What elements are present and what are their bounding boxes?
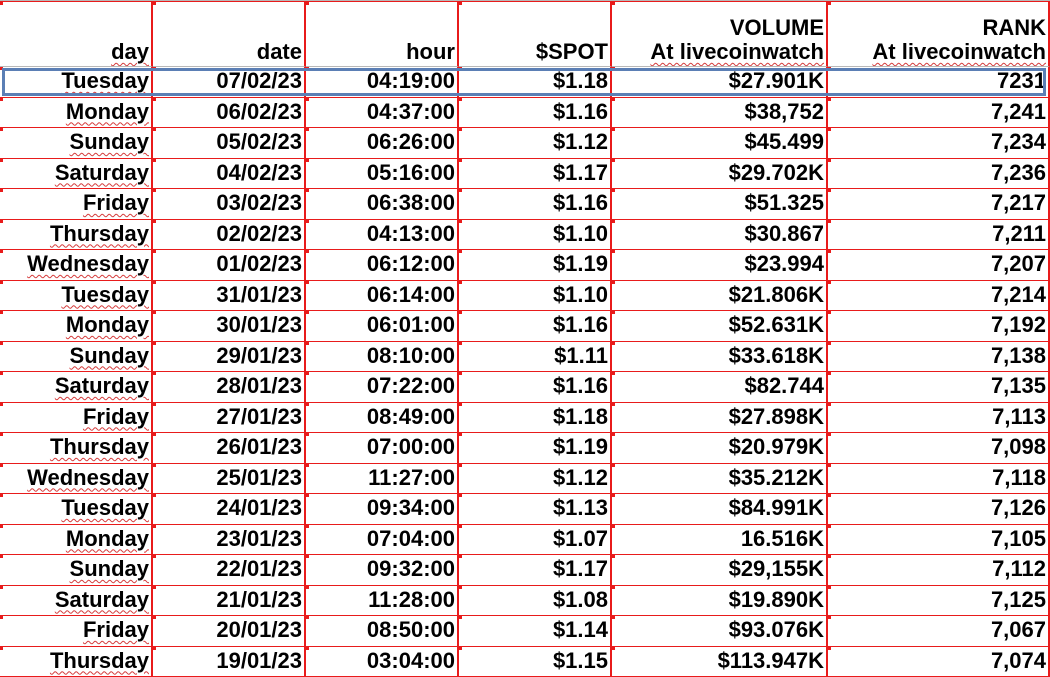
cell-spot-text: $1.17	[553, 160, 608, 185]
cell-day[interactable]	[0, 647, 153, 677]
cell-volume[interactable]	[612, 250, 828, 281]
cell-hour-text: 07:04:00	[367, 526, 455, 551]
cell-date-text: 30/01/23	[216, 312, 302, 337]
cell-hour[interactable]	[306, 555, 459, 586]
cell-date-text: 04/02/23	[216, 160, 302, 185]
cell-volume[interactable]	[612, 372, 828, 403]
cell-rank[interactable]	[828, 311, 1050, 342]
cell-day[interactable]	[0, 98, 153, 129]
cell-rank-text: 7,207	[991, 251, 1046, 276]
cell-date[interactable]	[153, 342, 306, 373]
cell-date-text: 22/01/23	[216, 556, 302, 581]
cell-day-text: Saturday	[55, 160, 149, 185]
cell-date-text: 01/02/23	[216, 251, 302, 276]
cell-date[interactable]	[153, 464, 306, 495]
cell-volume-text: $113.947K	[718, 648, 824, 673]
cell-hour[interactable]	[306, 128, 459, 159]
cell-rank-text: 7,211	[992, 221, 1046, 246]
cell-day[interactable]	[0, 311, 153, 342]
header-rank-line1: RANK	[828, 16, 1046, 40]
cell-date-text: 05/02/23	[216, 129, 302, 154]
cell-rank[interactable]	[828, 372, 1050, 403]
cell-rank-text: 7,192	[991, 312, 1046, 337]
cell-day[interactable]	[0, 464, 153, 495]
cell-spot-text: $1.17	[553, 556, 608, 581]
cell-spot[interactable]	[459, 311, 612, 342]
header-date-label: date	[153, 40, 302, 64]
cell-day-text: Friday	[83, 404, 149, 429]
cell-rank-text: 7,125	[991, 587, 1046, 612]
cell-volume-text: $30.867	[744, 221, 824, 246]
cell-date[interactable]	[153, 128, 306, 159]
cell-spot-text: $1.12	[553, 465, 608, 490]
cell-volume[interactable]	[612, 555, 828, 586]
cell-day-text: Saturday	[55, 373, 149, 398]
cell-day[interactable]	[0, 342, 153, 373]
cell-date-text: 25/01/23	[216, 465, 302, 490]
cell-spot-text: $1.18	[553, 68, 608, 93]
cell-hour-text: 04:37:00	[367, 99, 455, 124]
cell-rank-text: 7231	[997, 68, 1046, 93]
cell-rank[interactable]	[828, 525, 1050, 556]
cell-date[interactable]	[153, 250, 306, 281]
cell-rank[interactable]	[828, 647, 1050, 677]
cell-volume-text: $27.901K	[729, 68, 824, 93]
cell-rank[interactable]	[828, 403, 1050, 434]
cell-volume-text: $27.898K	[729, 404, 824, 429]
cell-day-text: Tuesday	[61, 68, 149, 93]
cell-date-text: 24/01/23	[216, 495, 302, 520]
cell-rank-text: 7,118	[992, 465, 1046, 490]
cell-day[interactable]	[0, 159, 153, 190]
cell-rank[interactable]	[828, 586, 1050, 617]
cell-day[interactable]	[0, 525, 153, 556]
header-rank-line2: At livecoinwatch	[828, 40, 1046, 64]
cell-hour-text: 07:22:00	[367, 373, 455, 398]
cell-day[interactable]	[0, 616, 153, 647]
cell-volume[interactable]	[612, 647, 828, 677]
cell-rank[interactable]	[828, 342, 1050, 373]
cell-volume[interactable]	[612, 494, 828, 525]
cell-spot-text: $1.14	[553, 617, 608, 642]
cell-spot-text: $1.16	[553, 312, 608, 337]
cell-rank[interactable]	[828, 250, 1050, 281]
cell-rank-text: 7,234	[991, 129, 1046, 154]
cell-day-text: Sunday	[70, 556, 149, 581]
cell-spot[interactable]	[459, 403, 612, 434]
cell-day[interactable]	[0, 433, 153, 464]
cell-volume-text: $51.325	[744, 190, 824, 215]
cell-day-text: Thursday	[50, 434, 149, 459]
cell-spot[interactable]	[459, 586, 612, 617]
cell-spot-text: $1.07	[553, 526, 608, 551]
cell-spot[interactable]	[459, 616, 612, 647]
cell-date-text: 21/01/23	[216, 587, 302, 612]
cell-date-text: 06/02/23	[216, 99, 302, 124]
cell-volume-text: $19.890K	[729, 587, 824, 612]
header-spot-label: $SPOT	[459, 40, 608, 64]
cell-volume[interactable]	[612, 433, 828, 464]
cell-spot-text: $1.11	[554, 343, 608, 368]
cell-volume-text: $29.702K	[729, 160, 824, 185]
cell-spot[interactable]	[459, 433, 612, 464]
cell-hour-text: 09:34:00	[367, 495, 455, 520]
cell-rank[interactable]	[828, 98, 1050, 129]
cell-day[interactable]	[0, 555, 153, 586]
cell-date[interactable]	[153, 494, 306, 525]
cell-day-text: Tuesday	[61, 282, 149, 307]
cell-day-text: Monday	[66, 99, 149, 124]
cell-date[interactable]	[153, 616, 306, 647]
header-date[interactable]	[153, 1, 306, 67]
cell-hour[interactable]	[306, 647, 459, 677]
cell-date[interactable]	[153, 433, 306, 464]
cell-volume[interactable]	[612, 464, 828, 495]
cell-spot[interactable]	[459, 250, 612, 281]
cell-date[interactable]	[153, 555, 306, 586]
cell-hour[interactable]	[306, 616, 459, 647]
cell-hour-text: 04:19:00	[367, 68, 455, 93]
cell-hour[interactable]	[306, 464, 459, 495]
cell-spot-text: $1.16	[553, 190, 608, 215]
cell-day-text: Sunday	[70, 129, 149, 154]
cell-spot-text: $1.08	[553, 587, 608, 612]
cell-day-text: Sunday	[70, 343, 149, 368]
cell-hour-text: 06:14:00	[367, 282, 455, 307]
cell-hour-text: 06:12:00	[367, 251, 455, 276]
cell-hour-text: 11:28:00	[368, 587, 455, 612]
cell-day[interactable]	[0, 220, 153, 251]
cell-hour[interactable]	[306, 281, 459, 312]
cell-rank[interactable]	[828, 616, 1050, 647]
cell-volume-text: $84.991K	[729, 495, 824, 520]
cell-date-text: 03/02/23	[216, 190, 302, 215]
cell-rank-text: 7,098	[991, 434, 1046, 459]
cell-day-text: Monday	[66, 526, 149, 551]
header-day[interactable]	[0, 1, 153, 67]
cell-rank[interactable]	[828, 464, 1050, 495]
cell-hour-text: 11:27:00	[368, 465, 455, 490]
cell-rank-text: 7,067	[991, 617, 1046, 642]
cell-date[interactable]	[153, 311, 306, 342]
cell-day[interactable]	[0, 189, 153, 220]
cell-date[interactable]	[153, 67, 306, 98]
cell-hour-text: 09:32:00	[367, 556, 455, 581]
cell-spot[interactable]	[459, 189, 612, 220]
cell-day-text: Thursday	[50, 648, 149, 673]
cell-rank[interactable]	[828, 281, 1050, 312]
cell-volume-text: $33.618K	[729, 343, 824, 368]
cell-day[interactable]	[0, 403, 153, 434]
cell-spot[interactable]	[459, 128, 612, 159]
cell-rank[interactable]	[828, 220, 1050, 251]
cell-spot-text: $1.12	[553, 129, 608, 154]
cell-hour[interactable]	[306, 525, 459, 556]
cell-spot[interactable]	[459, 220, 612, 251]
cell-day[interactable]	[0, 494, 153, 525]
cell-hour[interactable]	[306, 586, 459, 617]
cell-day-text: Tuesday	[61, 495, 149, 520]
cell-date[interactable]	[153, 98, 306, 129]
cell-rank-text: 7,241	[991, 99, 1046, 124]
cell-hour[interactable]	[306, 159, 459, 190]
header-spot[interactable]	[459, 1, 612, 67]
cell-spot[interactable]	[459, 372, 612, 403]
cell-rank-text: 7,112	[992, 556, 1046, 581]
cell-rank[interactable]	[828, 128, 1050, 159]
cell-date-text: 26/01/23	[216, 434, 302, 459]
cell-volume-text: 16.516K	[741, 526, 824, 551]
cell-volume[interactable]	[612, 281, 828, 312]
cell-hour-text: 06:01:00	[367, 312, 455, 337]
cell-hour-text: 05:16:00	[367, 160, 455, 185]
cell-day[interactable]	[0, 281, 153, 312]
cell-hour-text: 08:10:00	[367, 343, 455, 368]
cell-day-text: Friday	[83, 617, 149, 642]
cell-spot-text: $1.10	[553, 282, 608, 307]
cell-volume-text: $38,752	[744, 99, 824, 124]
cell-hour[interactable]	[306, 372, 459, 403]
cell-hour[interactable]	[306, 342, 459, 373]
cell-rank-text: 7,105	[991, 526, 1046, 551]
cell-spot-text: $1.16	[553, 373, 608, 398]
cell-spot-text: $1.10	[553, 221, 608, 246]
cell-volume-text: $82.744	[744, 373, 824, 398]
cell-spot[interactable]	[459, 159, 612, 190]
cell-day-text: Friday	[83, 190, 149, 215]
header-rank[interactable]	[828, 1, 1050, 67]
cell-date-text: 02/02/23	[216, 221, 302, 246]
cell-spot[interactable]	[459, 464, 612, 495]
cell-volume-text: $35.212K	[729, 465, 824, 490]
cell-volume[interactable]	[612, 586, 828, 617]
header-hour[interactable]	[306, 1, 459, 67]
cell-day-text: Wednesday	[27, 465, 149, 490]
cell-rank-text: 7,126	[991, 495, 1046, 520]
cell-date-text: 27/01/23	[216, 404, 302, 429]
cell-date-text: 31/01/23	[216, 282, 302, 307]
cell-spot[interactable]	[459, 281, 612, 312]
cell-volume-text: $20.979K	[729, 434, 824, 459]
cell-date[interactable]	[153, 281, 306, 312]
header-volume-line2: At livecoinwatch	[612, 40, 824, 64]
cell-hour[interactable]	[306, 189, 459, 220]
cell-volume-text: $23.994	[744, 251, 824, 276]
cell-volume[interactable]	[612, 403, 828, 434]
cell-date[interactable]	[153, 525, 306, 556]
cell-date[interactable]	[153, 372, 306, 403]
cell-volume-text: $45.499	[744, 129, 824, 154]
cell-volume-text: $52.631K	[729, 312, 824, 337]
cell-rank-text: 7,074	[991, 648, 1046, 673]
cell-spot[interactable]	[459, 98, 612, 129]
cell-volume[interactable]	[612, 616, 828, 647]
cell-hour-text: 08:49:00	[367, 404, 455, 429]
cell-volume[interactable]	[612, 159, 828, 190]
cell-hour[interactable]	[306, 494, 459, 525]
cell-spot-text: $1.18	[553, 404, 608, 429]
cell-rank-text: 7,113	[992, 404, 1046, 429]
cell-spot[interactable]	[459, 647, 612, 677]
cell-hour-text: 07:00:00	[367, 434, 455, 459]
cell-rank[interactable]	[828, 433, 1050, 464]
cell-volume[interactable]	[612, 311, 828, 342]
cell-date-text: 07/02/23	[216, 68, 302, 93]
cell-rank-text: 7,217	[991, 190, 1046, 215]
cell-day-text: Saturday	[55, 587, 149, 612]
cell-volume[interactable]	[612, 67, 828, 98]
cell-rank-text: 7,135	[991, 373, 1046, 398]
cell-hour[interactable]	[306, 311, 459, 342]
cell-volume-text: $21.806K	[729, 282, 824, 307]
cell-day[interactable]	[0, 67, 153, 98]
cell-hour[interactable]	[306, 98, 459, 129]
cell-hour-text: 06:26:00	[367, 129, 455, 154]
cell-volume-text: $29,155K	[729, 556, 824, 581]
cell-spot-text: $1.19	[553, 251, 608, 276]
cell-spot-text: $1.19	[553, 434, 608, 459]
cell-spot[interactable]	[459, 342, 612, 373]
cell-hour-text: 03:04:00	[367, 648, 455, 673]
cell-day-text: Monday	[66, 312, 149, 337]
cell-hour[interactable]	[306, 433, 459, 464]
cell-date[interactable]	[153, 220, 306, 251]
cell-spot[interactable]	[459, 555, 612, 586]
header-hour-label: hour	[306, 40, 455, 64]
cell-day[interactable]	[0, 372, 153, 403]
header-volume-line1: VOLUME	[612, 16, 824, 40]
cell-spot-text: $1.16	[553, 99, 608, 124]
cell-hour[interactable]	[306, 67, 459, 98]
cell-day-text: Wednesday	[27, 251, 149, 276]
cell-date-text: 23/01/23	[216, 526, 302, 551]
cell-volume[interactable]	[612, 189, 828, 220]
cell-volume[interactable]	[612, 128, 828, 159]
cell-volume-text: $93.076K	[729, 617, 824, 642]
cell-date[interactable]	[153, 189, 306, 220]
cell-date[interactable]	[153, 647, 306, 677]
cell-hour-text: 08:50:00	[367, 617, 455, 642]
cell-day[interactable]	[0, 586, 153, 617]
cell-volume[interactable]	[612, 525, 828, 556]
cell-hour[interactable]	[306, 250, 459, 281]
cell-date[interactable]	[153, 403, 306, 434]
cell-rank[interactable]	[828, 555, 1050, 586]
cell-rank[interactable]	[828, 189, 1050, 220]
cell-volume[interactable]	[612, 220, 828, 251]
cell-spot[interactable]	[459, 525, 612, 556]
cell-spot-text: $1.15	[553, 648, 608, 673]
cell-date[interactable]	[153, 586, 306, 617]
cell-rank-text: 7,138	[991, 343, 1046, 368]
header-volume[interactable]	[612, 1, 828, 67]
cell-day[interactable]	[0, 250, 153, 281]
cell-date-text: 29/01/23	[216, 343, 302, 368]
cell-rank-text: 7,214	[991, 282, 1046, 307]
header-day-label: day	[0, 40, 149, 64]
cell-day-text: Thursday	[50, 221, 149, 246]
cell-date-text: 28/01/23	[216, 373, 302, 398]
cell-spot-text: $1.13	[553, 495, 608, 520]
cell-date-text: 20/01/23	[216, 617, 302, 642]
cell-rank-text: 7,236	[991, 160, 1046, 185]
cell-hour[interactable]	[306, 403, 459, 434]
cell-rank[interactable]	[828, 159, 1050, 190]
cell-spot[interactable]	[459, 67, 612, 98]
cell-hour-text: 06:38:00	[367, 190, 455, 215]
cell-date[interactable]	[153, 159, 306, 190]
cell-volume[interactable]	[612, 98, 828, 129]
cell-hour-text: 04:13:00	[367, 221, 455, 246]
cell-rank[interactable]	[828, 494, 1050, 525]
cell-spot[interactable]	[459, 494, 612, 525]
cell-day[interactable]	[0, 128, 153, 159]
cell-hour[interactable]	[306, 220, 459, 251]
cell-date-text: 19/01/23	[216, 648, 302, 673]
cell-rank[interactable]	[828, 67, 1050, 98]
cell-volume[interactable]	[612, 342, 828, 373]
